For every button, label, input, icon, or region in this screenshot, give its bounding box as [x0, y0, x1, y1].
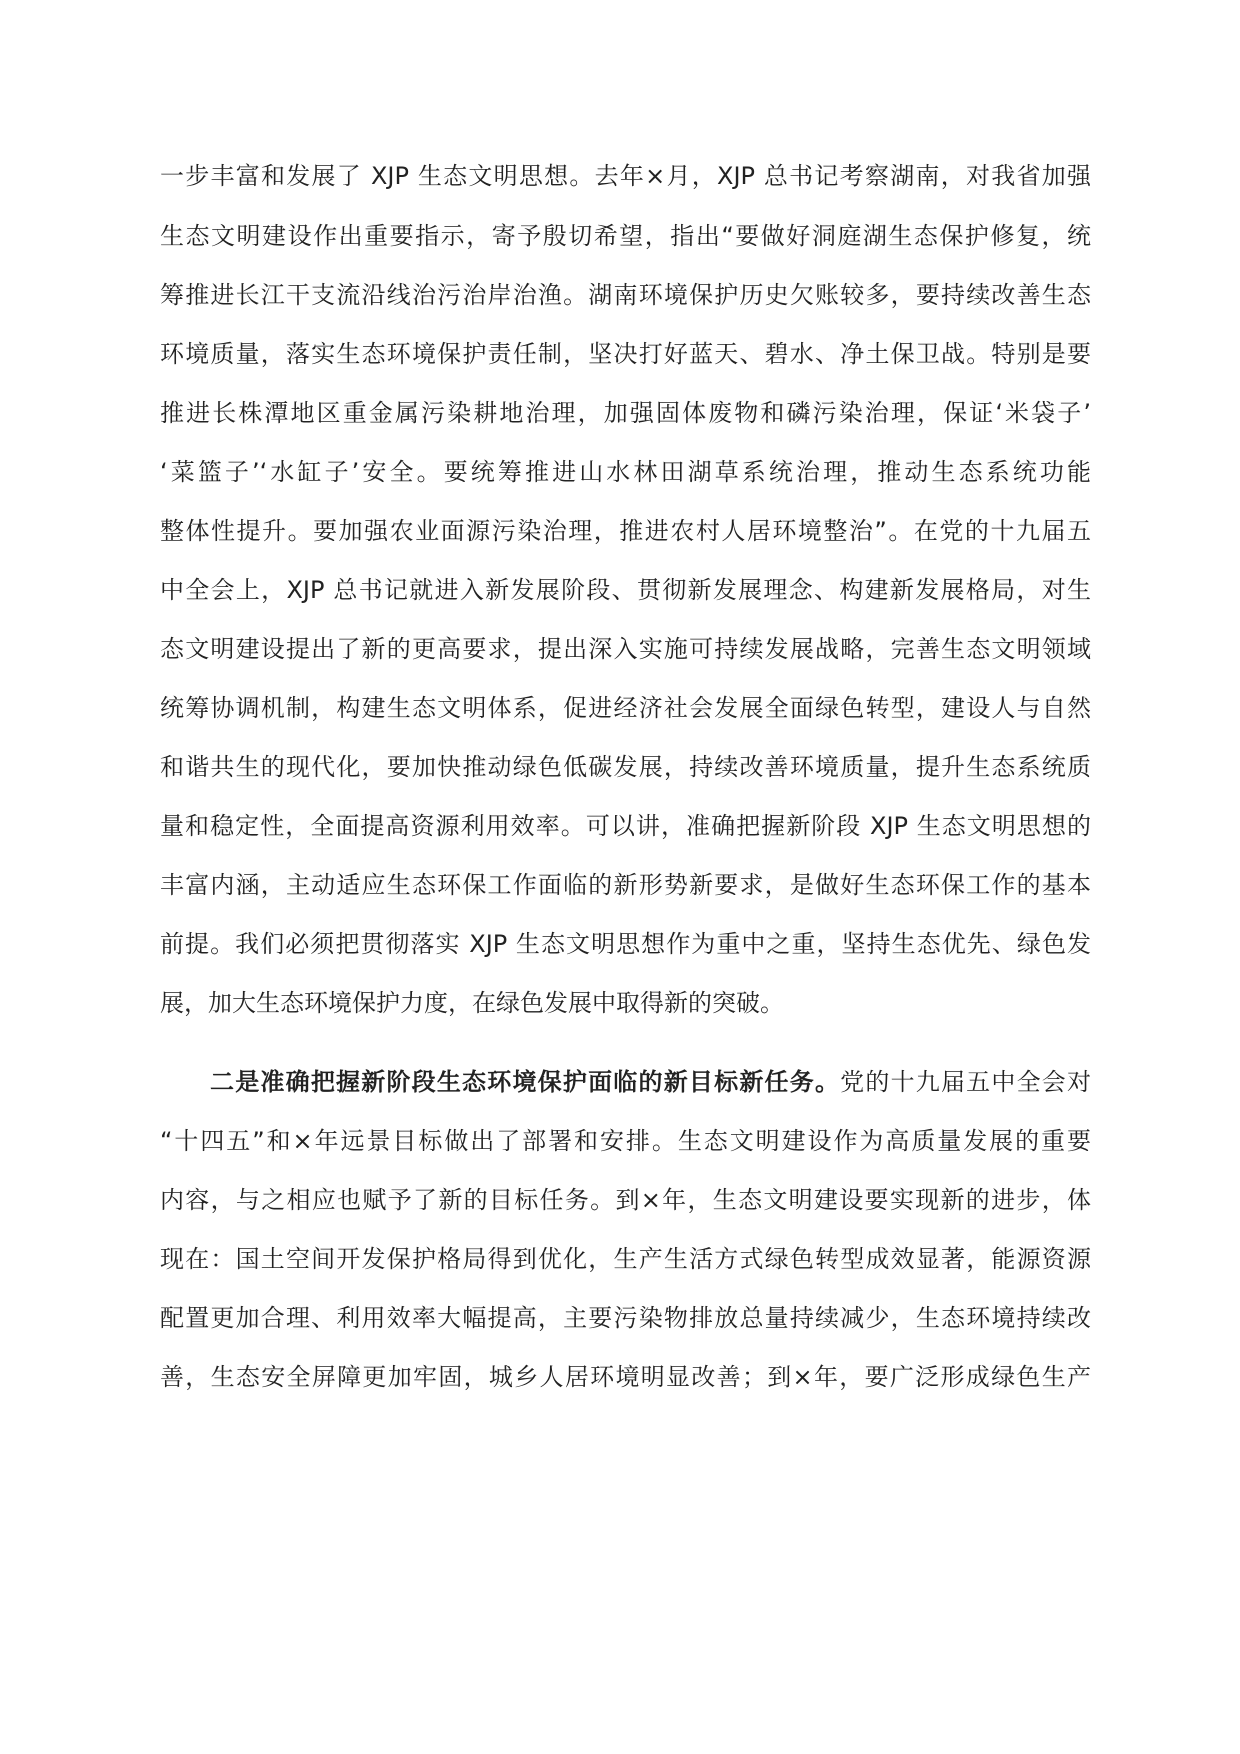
paragraph-1-line: 展，加大生态环境保护力度，在绿色发展中取得新的突破。 [160, 989, 784, 1017]
paragraph-1-line: 生态文明建设作出重要指示，寄予殷切希望，指出“要做好洞庭湖生态保护修复，统 [160, 222, 1091, 250]
paragraph-2-first-line-text: 党的十九届五中全会对 [840, 1068, 1092, 1096]
paragraph-1-line: 一步丰富和发展了 XJP 生态文明思想。去年×月，XJP 总书记考察湖南，对我省加强 [160, 162, 1091, 190]
paragraph-1-line: 整体性提升。要加强农业面源污染治理，推进农村人居环境整治”。在党的十九届五 [160, 517, 1091, 545]
paragraph-1-line: 前提。我们必须把贯彻落实 XJP 生态文明思想作为重中之重，坚持生态优先、绿色发 [160, 930, 1091, 958]
paragraph-2-line: “十四五”和×年远景目标做出了部署和安排。生态文明建设作为高质量发展的重要 [160, 1127, 1091, 1155]
paragraph-1-line: 推进长株潭地区重金属污染耕地治理，加强固体废物和磷污染治理，保证‘米袋子’ [160, 399, 1091, 427]
paragraph-1-line: 和谐共生的现代化，要加快推动绿色低碳发展，持续改善环境质量，提升生态系统质 [160, 753, 1091, 781]
paragraph-2-first-line [210, 1062, 1091, 1102]
paragraph-2-line: 配置更加合理、利用效率大幅提高，主要污染物排放总量持续减少，生态环境持续改 [160, 1304, 1091, 1332]
paragraph-1-line: ‘菜篮子’‘水缸子’安全。要统筹推进山水林田湖草系统治理，推动生态系统功能 [160, 458, 1091, 486]
paragraph-1-line: 态文明建设提出了新的更高要求，提出深入实施可持续发展战略，完善生态文明领域 [160, 635, 1091, 663]
paragraph-2-line: 内容，与之相应也赋予了新的目标任务。到×年，生态文明建设要实现新的进步，体 [160, 1186, 1091, 1214]
paragraph-2-line: 善，生态安全屏障更加牢固，城乡人居环境明显改善；到×年，要广泛形成绿色生产 [160, 1363, 1091, 1391]
paragraph-1-line: 环境质量，落实生态环境保护责任制，坚决打好蓝天、碧水、净土保卫战。特别是要 [160, 340, 1091, 368]
paragraph-1-line: 统筹协调机制，构建生态文明体系，促进经济社会发展全面绿色转型，建设人与自然 [160, 694, 1091, 722]
paragraph-1-line: 中全会上，XJP 总书记就进入新发展阶段、贯彻新发展理念、构建新发展格局，对生 [160, 576, 1091, 604]
paragraph-1-line: 量和稳定性，全面提高资源利用效率。可以讲，准确把握新阶段 XJP 生态文明思想的 [160, 812, 1091, 840]
paragraph-2-heading: 二是准确把握新阶段生态环境保护面临的新目标新任务。 [210, 1068, 841, 1096]
paragraph-1-line: 筹推进长江干支流沿线治污治岸治渔。湖南环境保护历史欠账较多，要持续改善生态 [160, 281, 1091, 309]
paragraph-2-line: 现在：国土空间开发保护格局得到优化，生产生活方式绿色转型成效显著，能源资源 [160, 1245, 1091, 1273]
paragraph-1-line: 丰富内涵，主动适应生态环保工作面临的新形势新要求，是做好生态环保工作的基本 [160, 871, 1091, 899]
